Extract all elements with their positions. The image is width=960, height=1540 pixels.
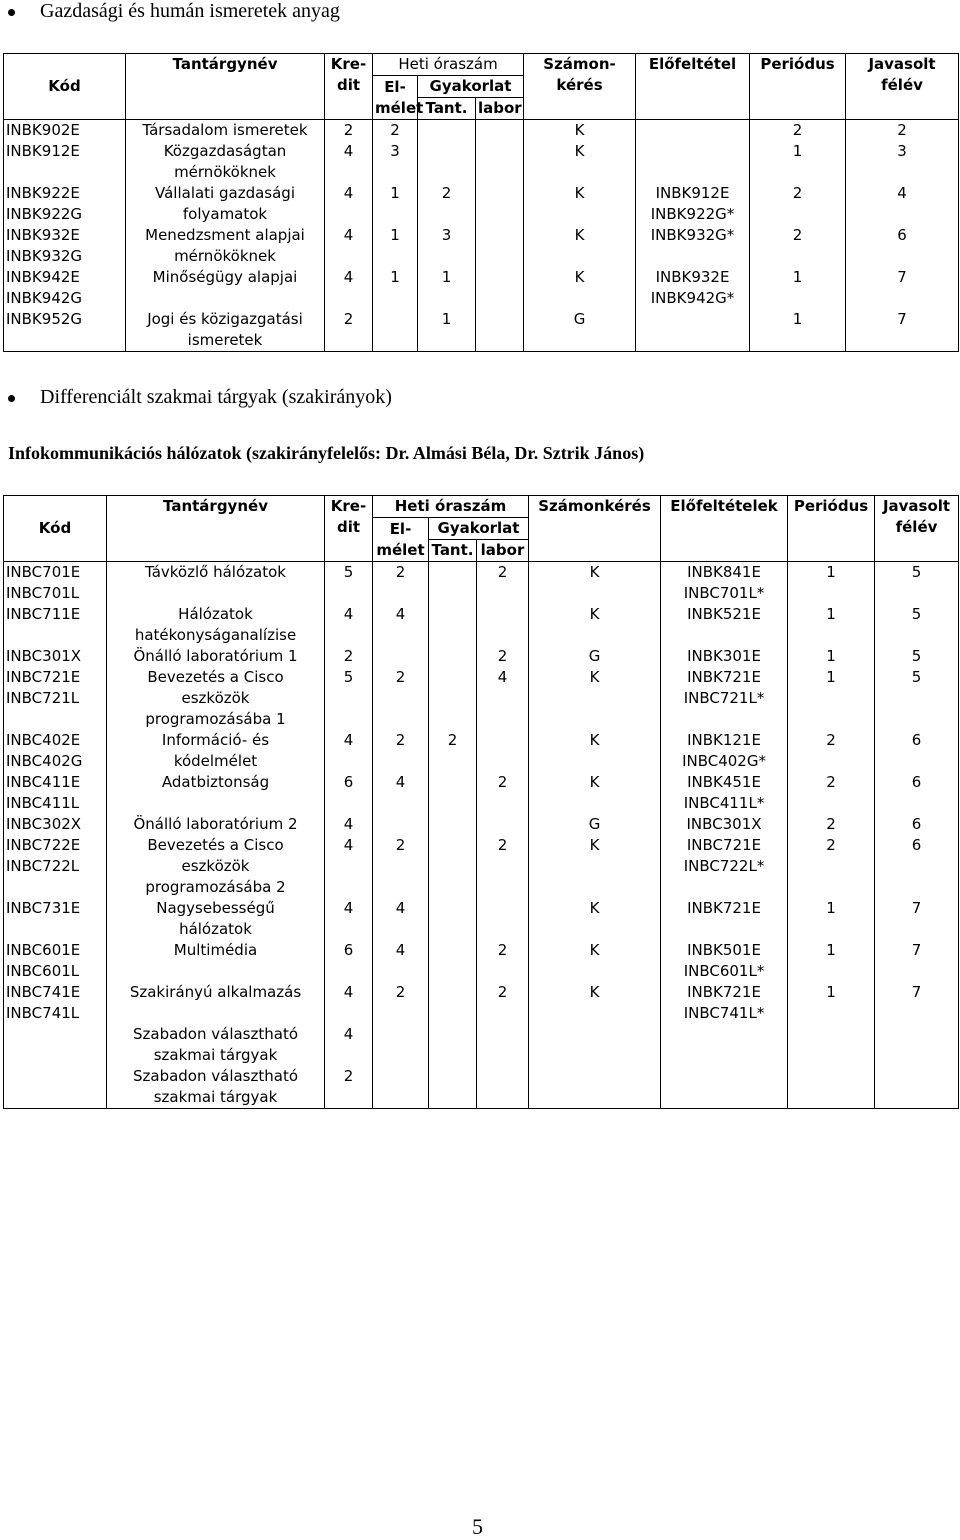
cell-tant (429, 604, 477, 646)
cell-tantargynev: Önálló laboratórium 1 (107, 646, 325, 667)
cell-elofeltetel (661, 1066, 788, 1109)
cell-kredit: 4 (325, 730, 373, 772)
cell-periodus: 1 (788, 562, 875, 605)
table-row (4, 772, 959, 814)
cell-kredit: 5 (325, 667, 373, 730)
cell-kod: INBK952G (4, 309, 126, 352)
cell-elofeltetel: INBK301E (661, 646, 788, 667)
cell-tantargynev: Önálló laboratórium 2 (107, 814, 325, 835)
cell-szamonkeres: K (524, 183, 636, 225)
cell-elmelet: 2 (373, 562, 429, 605)
cell-labor: 2 (477, 772, 529, 814)
col-tantargynev: Tantárgynév (107, 496, 325, 562)
cell-kredit: 4 (325, 604, 373, 646)
cell-elofeltetel (636, 120, 750, 142)
col-periodus: Periódus (788, 496, 875, 562)
cell-javasolt-felev: 6 (875, 814, 959, 835)
cell-tant: 2 (418, 183, 476, 225)
cell-tantargynev: Hálózatok hatékonyságanalízise (107, 604, 325, 646)
table-row (4, 898, 959, 940)
cell-javasolt-felev: 5 (875, 667, 959, 730)
cell-periodus: 1 (788, 898, 875, 940)
cell-kod (4, 1024, 107, 1066)
cell-tant (429, 898, 477, 940)
cell-kredit: 4 (325, 141, 373, 183)
cell-javasolt-felev: 7 (846, 267, 959, 309)
table-row (4, 1024, 959, 1066)
cell-szamonkeres (529, 1024, 661, 1066)
page-number: 5 (472, 1514, 483, 1539)
col-kod: Kód (4, 496, 107, 562)
cell-labor: 2 (477, 982, 529, 1024)
course-table-infokommunikacio (3, 495, 959, 1109)
cell-elofeltetel (661, 1024, 788, 1066)
cell-kod: INBK912E (4, 141, 126, 183)
col-javasolt-felev: Javasolt félév (846, 54, 959, 120)
cell-szamonkeres: K (529, 562, 661, 605)
col-gyakorlat: Gyakorlat (429, 518, 529, 540)
cell-szamonkeres: K (529, 730, 661, 772)
subheading-infokommunikacios: Infokommunikációs hálózatok (szakirányfelelős: Dr. Almási Béla, Dr. Sztrik János) (8, 443, 645, 463)
cell-tantargynev: Szabadon választható szakmai tárgyak (107, 1024, 325, 1066)
cell-kod: INBC301X (4, 646, 107, 667)
cell-periodus: 2 (788, 835, 875, 898)
cell-tantargynev: Szabadon választható szakmai tárgyak (107, 1066, 325, 1109)
cell-szamonkeres: K (529, 604, 661, 646)
cell-szamonkeres: K (529, 772, 661, 814)
cell-periodus (788, 1066, 875, 1109)
cell-szamonkeres: K (524, 141, 636, 183)
cell-szamonkeres: G (529, 814, 661, 835)
cell-tant (429, 835, 477, 898)
cell-tantargynev: Távközlő hálózatok (107, 562, 325, 605)
cell-tantargynev: Információ- és kódelmélet (107, 730, 325, 772)
cell-elmelet (373, 1066, 429, 1109)
cell-kod: INBC402E INBC402G (4, 730, 107, 772)
cell-periodus: 1 (788, 940, 875, 982)
cell-kod: INBC411E INBC411L (4, 772, 107, 814)
cell-kod: INBK902E (4, 120, 126, 142)
cell-tant: 1 (418, 309, 476, 352)
cell-javasolt-felev: 3 (846, 141, 959, 183)
cell-tantargynev: Jogi és közigazgatási ismeretek (126, 309, 325, 352)
bullet-icon (8, 395, 15, 402)
cell-kredit: 4 (325, 835, 373, 898)
cell-elmelet: 2 (373, 730, 429, 772)
cell-tantargynev: Bevezetés a Cisco eszközök programozásába 1 (107, 667, 325, 730)
cell-kredit: 4 (325, 225, 373, 267)
cell-kod: INBC741E INBC741L (4, 982, 107, 1024)
cell-javasolt-felev: 7 (875, 898, 959, 940)
cell-elmelet: 2 (373, 982, 429, 1024)
cell-javasolt-felev (875, 1066, 959, 1109)
cell-tant (429, 982, 477, 1024)
cell-kredit: 2 (325, 309, 373, 352)
col-kredit: Kre- dit (325, 54, 373, 120)
cell-tant (429, 562, 477, 605)
cell-elmelet (373, 1024, 429, 1066)
cell-elmelet (373, 814, 429, 835)
cell-periodus: 1 (788, 604, 875, 646)
cell-kod: INBK932E INBK932G (4, 225, 126, 267)
cell-tant (429, 1024, 477, 1066)
cell-labor (477, 898, 529, 940)
cell-tant: 1 (418, 267, 476, 309)
cell-elmelet: 4 (373, 898, 429, 940)
cell-szamonkeres (529, 1066, 661, 1109)
col-szamonkeres: Számon- kérés (524, 54, 636, 120)
cell-javasolt-felev: 6 (875, 730, 959, 772)
cell-labor: 2 (477, 940, 529, 982)
cell-tantargynev: Multimédia (107, 940, 325, 982)
cell-elofeltetel: INBK932G* (636, 225, 750, 267)
cell-tantargynev: Közgazdaságtan mérnököknek (126, 141, 325, 183)
cell-kod (4, 1066, 107, 1109)
table-row (4, 267, 959, 309)
cell-periodus (788, 1024, 875, 1066)
cell-kod: INBC711E (4, 604, 107, 646)
cell-periodus: 2 (788, 730, 875, 772)
cell-javasolt-felev: 5 (875, 646, 959, 667)
table-row (4, 309, 959, 352)
cell-kod: INBC302X (4, 814, 107, 835)
cell-szamonkeres: K (529, 667, 661, 730)
cell-periodus: 1 (788, 982, 875, 1024)
cell-kod: INBC731E (4, 898, 107, 940)
cell-periodus: 2 (788, 772, 875, 814)
col-labor: labor (477, 540, 529, 562)
cell-elofeltetel: INBK521E (661, 604, 788, 646)
table-row (4, 1066, 959, 1109)
cell-elmelet: 1 (373, 267, 418, 309)
cell-labor (476, 120, 524, 142)
cell-elofeltetel: INBK501E INBC601L* (661, 940, 788, 982)
col-elofeltetelek: Előfeltételek (661, 496, 788, 562)
cell-elmelet: 1 (373, 183, 418, 225)
cell-labor (477, 604, 529, 646)
cell-kod: INBC721E INBC721L (4, 667, 107, 730)
cell-labor: 4 (477, 667, 529, 730)
cell-periodus: 2 (788, 814, 875, 835)
cell-szamonkeres: K (529, 898, 661, 940)
col-labor: labor (476, 98, 524, 120)
cell-kredit: 4 (325, 982, 373, 1024)
cell-elofeltetel: INBK721E (661, 898, 788, 940)
table-row (4, 835, 959, 898)
col-javasolt-felev: Javasolt félév (875, 496, 959, 562)
cell-szamonkeres: G (524, 309, 636, 352)
cell-labor (476, 141, 524, 183)
cell-tantargynev: Minőségügy alapjai (126, 267, 325, 309)
cell-elofeltetel: INBK451E INBC411L* (661, 772, 788, 814)
cell-szamonkeres: K (529, 982, 661, 1024)
cell-elmelet: 4 (373, 772, 429, 814)
table-row (4, 141, 959, 183)
cell-kod: INBC701E INBC701L (4, 562, 107, 605)
cell-labor (476, 225, 524, 267)
cell-kredit: 5 (325, 562, 373, 605)
cell-periodus: 2 (750, 183, 846, 225)
cell-tant (418, 141, 476, 183)
cell-labor: 2 (477, 562, 529, 605)
cell-labor: 2 (477, 835, 529, 898)
cell-javasolt-felev (875, 1024, 959, 1066)
col-tantargynev: Tantárgynév (126, 54, 325, 120)
cell-javasolt-felev: 7 (846, 309, 959, 352)
table-row (4, 562, 959, 605)
cell-periodus: 1 (750, 267, 846, 309)
col-elmelet: El- mélet (373, 518, 429, 562)
cell-javasolt-felev: 5 (875, 562, 959, 605)
cell-kredit: 4 (325, 1024, 373, 1066)
table-row (4, 730, 959, 772)
cell-kredit: 2 (325, 1066, 373, 1109)
cell-elmelet: 2 (373, 835, 429, 898)
cell-szamonkeres: K (529, 835, 661, 898)
col-heti-oraszam: Heti óraszám (373, 54, 524, 76)
cell-tant: 3 (418, 225, 476, 267)
cell-kredit: 4 (325, 183, 373, 225)
cell-kod: INBK922E INBK922G (4, 183, 126, 225)
cell-labor (476, 309, 524, 352)
table-row (4, 120, 959, 142)
col-elmelet: El- mélet (373, 76, 418, 120)
cell-labor: 2 (477, 646, 529, 667)
cell-tantargynev: Adatbiztonság (107, 772, 325, 814)
cell-elofeltetel: INBC721E INBC722L* (661, 835, 788, 898)
cell-kredit: 6 (325, 940, 373, 982)
cell-labor (477, 1066, 529, 1109)
cell-szamonkeres: G (529, 646, 661, 667)
cell-javasolt-felev: 6 (846, 225, 959, 267)
col-kredit: Kre- dit (325, 496, 373, 562)
cell-periodus: 2 (750, 120, 846, 142)
cell-elmelet: 4 (373, 604, 429, 646)
cell-tant (429, 772, 477, 814)
cell-javasolt-felev: 6 (875, 835, 959, 898)
cell-kod: INBC722E INBC722L (4, 835, 107, 898)
cell-elmelet: 2 (373, 667, 429, 730)
cell-javasolt-felev: 6 (875, 772, 959, 814)
cell-labor (477, 1024, 529, 1066)
cell-elofeltetel (636, 141, 750, 183)
cell-labor (477, 814, 529, 835)
cell-elmelet (373, 309, 418, 352)
course-table-general (3, 53, 959, 352)
table-row (4, 646, 959, 667)
col-tant: Tant. (429, 540, 477, 562)
cell-elmelet: 4 (373, 940, 429, 982)
cell-tant (429, 667, 477, 730)
col-elofeltetel: Előfeltétel (636, 54, 750, 120)
cell-tantargynev: Vállalati gazdasági folyamatok (126, 183, 325, 225)
cell-javasolt-felev: 2 (846, 120, 959, 142)
cell-tantargynev: Szakirányú alkalmazás (107, 982, 325, 1024)
cell-elofeltetel: INBK932E INBK942G* (636, 267, 750, 309)
cell-tantargynev: Menedzsment alapjai mérnököknek (126, 225, 325, 267)
table-row (4, 667, 959, 730)
cell-labor (477, 730, 529, 772)
col-szamonkeres: Számonkérés (529, 496, 661, 562)
cell-tant (429, 814, 477, 835)
cell-kredit: 4 (325, 898, 373, 940)
table-row (4, 814, 959, 835)
cell-elofeltetel: INBK841E INBC701L* (661, 562, 788, 605)
col-kod: Kód (4, 54, 126, 120)
cell-javasolt-felev: 7 (875, 982, 959, 1024)
cell-tant (429, 940, 477, 982)
cell-elofeltetel: INBK912E INBK922G* (636, 183, 750, 225)
cell-elofeltetel (636, 309, 750, 352)
cell-tantargynev: Nagysebességű hálózatok (107, 898, 325, 940)
cell-kredit: 4 (325, 267, 373, 309)
cell-elmelet: 3 (373, 141, 418, 183)
cell-elmelet: 2 (373, 120, 418, 142)
cell-labor (476, 183, 524, 225)
cell-elofeltetel: INBK721E INBC741L* (661, 982, 788, 1024)
cell-javasolt-felev: 5 (875, 604, 959, 646)
bullet-icon (8, 9, 15, 16)
cell-elofeltetel: INBK721E INBC721L* (661, 667, 788, 730)
cell-tantargynev: Bevezetés a Cisco eszközök programozásába 2 (107, 835, 325, 898)
table-row (4, 225, 959, 267)
col-heti-oraszam: Heti óraszám (373, 496, 529, 518)
cell-szamonkeres: K (529, 940, 661, 982)
cell-elmelet: 1 (373, 225, 418, 267)
cell-kredit: 2 (325, 646, 373, 667)
cell-kredit: 6 (325, 772, 373, 814)
table-row (4, 982, 959, 1024)
cell-tant: 2 (429, 730, 477, 772)
cell-tant (429, 1066, 477, 1109)
cell-kredit: 4 (325, 814, 373, 835)
cell-szamonkeres: K (524, 267, 636, 309)
cell-kredit: 2 (325, 120, 373, 142)
cell-szamonkeres: K (524, 120, 636, 142)
col-tant: Tant. (418, 98, 476, 120)
cell-periodus: 1 (750, 309, 846, 352)
cell-elofeltetel: INBC301X (661, 814, 788, 835)
cell-tant (429, 646, 477, 667)
cell-tantargynev: Társadalom ismeretek (126, 120, 325, 142)
cell-elofeltetel: INBK121E INBC402G* (661, 730, 788, 772)
cell-tant (418, 120, 476, 142)
table-row (4, 183, 959, 225)
col-gyakorlat: Gyakorlat (418, 76, 524, 98)
cell-labor (476, 267, 524, 309)
col-periodus: Periódus (750, 54, 846, 120)
cell-kod: INBC601E INBC601L (4, 940, 107, 982)
cell-periodus: 1 (788, 667, 875, 730)
table-row (4, 940, 959, 982)
cell-szamonkeres: K (524, 225, 636, 267)
cell-kod: INBK942E INBK942G (4, 267, 126, 309)
cell-javasolt-felev: 4 (846, 183, 959, 225)
cell-periodus: 1 (788, 646, 875, 667)
cell-periodus: 1 (750, 141, 846, 183)
cell-javasolt-felev: 7 (875, 940, 959, 982)
cell-elmelet (373, 646, 429, 667)
table-row (4, 604, 959, 646)
cell-periodus: 2 (750, 225, 846, 267)
